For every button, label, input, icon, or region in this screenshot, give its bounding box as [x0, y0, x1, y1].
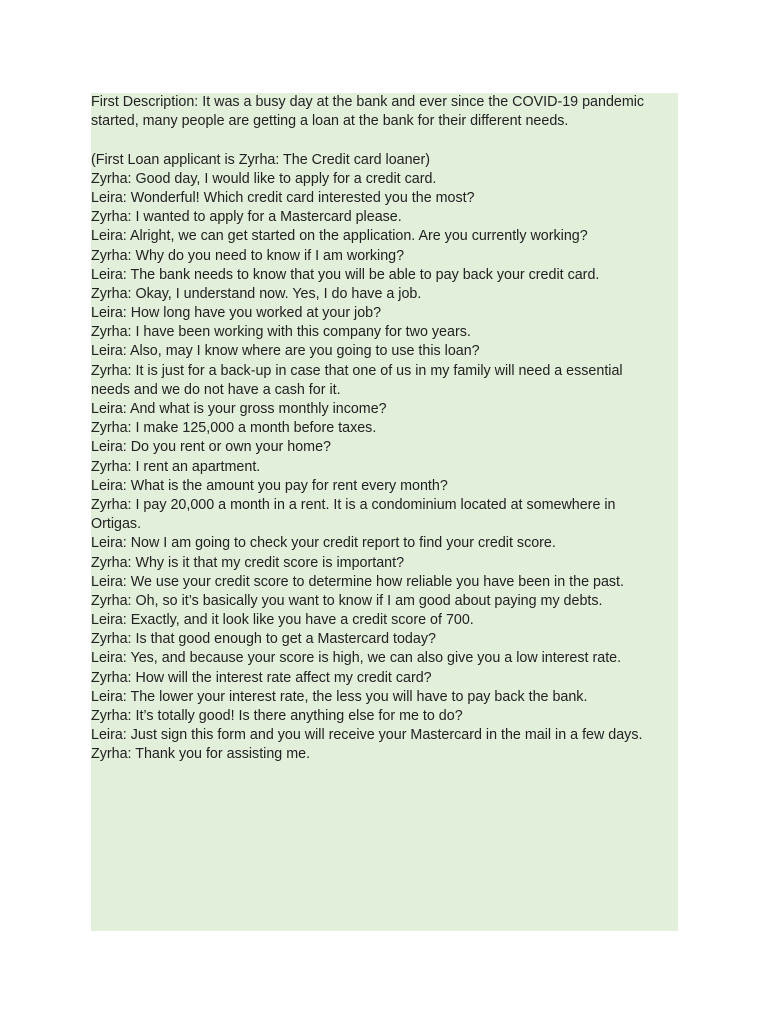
dialogue-line: Zyrha: It’s totally good! Is there anything else for me to do?	[91, 708, 463, 724]
dialogue-line: Zyrha: Okay, I understand now. Yes, I do have a job.	[91, 285, 422, 302]
dialogue-line: Leira: Wonderful! Which credit card interested you the most?	[91, 189, 475, 206]
dialogue-line: Zyrha: Why do you need to know if I am working?	[91, 247, 405, 264]
dialogue-line: Zyrha: I rent an apartment.	[91, 458, 261, 475]
dialogue-line: Leira: Exactly, and it look like you have a credit score of 700.	[91, 612, 474, 629]
description-line: started, many people are getting a loan at the bank for their different needs.	[91, 113, 569, 130]
dialogue-line: Leira: Just sign this form and you will receive your Mastercard in the mail in a few days.	[91, 727, 643, 744]
dialogue-line: Zyrha: Why is it that my credit score is important?	[91, 554, 405, 571]
dialogue-line: Leira: Yes, and because your score is high, we can also give you a low interest rate.	[91, 650, 622, 667]
dialogue-line: Zyrha: I make 125,000 a month before taxes.	[91, 420, 377, 437]
dialogue-line: needs and we do not have a cash for it.	[91, 381, 341, 398]
dialogue-line: Zyrha: Thank you for assisting me.	[91, 746, 311, 763]
dialogue-line: Zyrha: Oh, so it’s basically you want to know if I am good about paying my debts.	[91, 592, 603, 609]
dialogue-line: Ortigas.	[91, 516, 142, 533]
dialogue-line: Leira: And what is your gross monthly income?	[91, 401, 387, 417]
document-text	[91, 93, 678, 765]
dialogue-line: Zyrha: I pay 20,000 a month in a rent. It is a condominium located at somewhere in	[91, 496, 616, 513]
dialogue-line: Zyrha: I have been working with this company for two years.	[91, 324, 471, 341]
dialogue-line: Zyrha: How will the interest rate affect my credit card?	[91, 669, 432, 686]
document-page	[91, 93, 678, 931]
dialogue-line: Leira: What is the amount you pay for rent every month?	[91, 477, 448, 494]
dialogue-line: Leira: We use your credit score to determine how reliable you have been in the past.	[91, 573, 624, 590]
dialogue-line: Leira: Also, may I know where are you going to use this loan?	[91, 343, 480, 360]
description-line: First Description: It was a busy day at the bank and ever since the COVID-19 pandemic	[91, 94, 645, 110]
dialogue-line: Zyrha: Good day, I would like to apply for a credit card.	[91, 170, 437, 187]
dialogue-line: Zyrha: I wanted to apply for a Mastercard please.	[91, 209, 402, 226]
dialogue-line: Zyrha: Is that good enough to get a Mastercard today?	[91, 631, 436, 648]
dialogue-line: (First Loan applicant is Zyrha: The Credit card loaner)	[91, 151, 431, 168]
dialogue-line: Zyrha: It is just for a back-up in case that one of us in my family will need a essential	[91, 362, 623, 379]
dialogue-line: Leira: How long have you worked at your job?	[91, 305, 382, 322]
dialogue-line: Leira: The lower your interest rate, the less you will have to pay back the bank.	[91, 688, 588, 705]
dialogue-line: Leira: The bank needs to know that you will be able to pay back your credit card.	[91, 266, 600, 283]
dialogue-line: Leira: Now I am going to check your credit report to find your credit score.	[91, 535, 556, 552]
dialogue-line: Leira: Do you rent or own your home?	[91, 439, 331, 456]
blank-line	[91, 131, 678, 150]
dialogue-line: Leira: Alright, we can get started on the application. Are you currently working?	[91, 228, 588, 245]
